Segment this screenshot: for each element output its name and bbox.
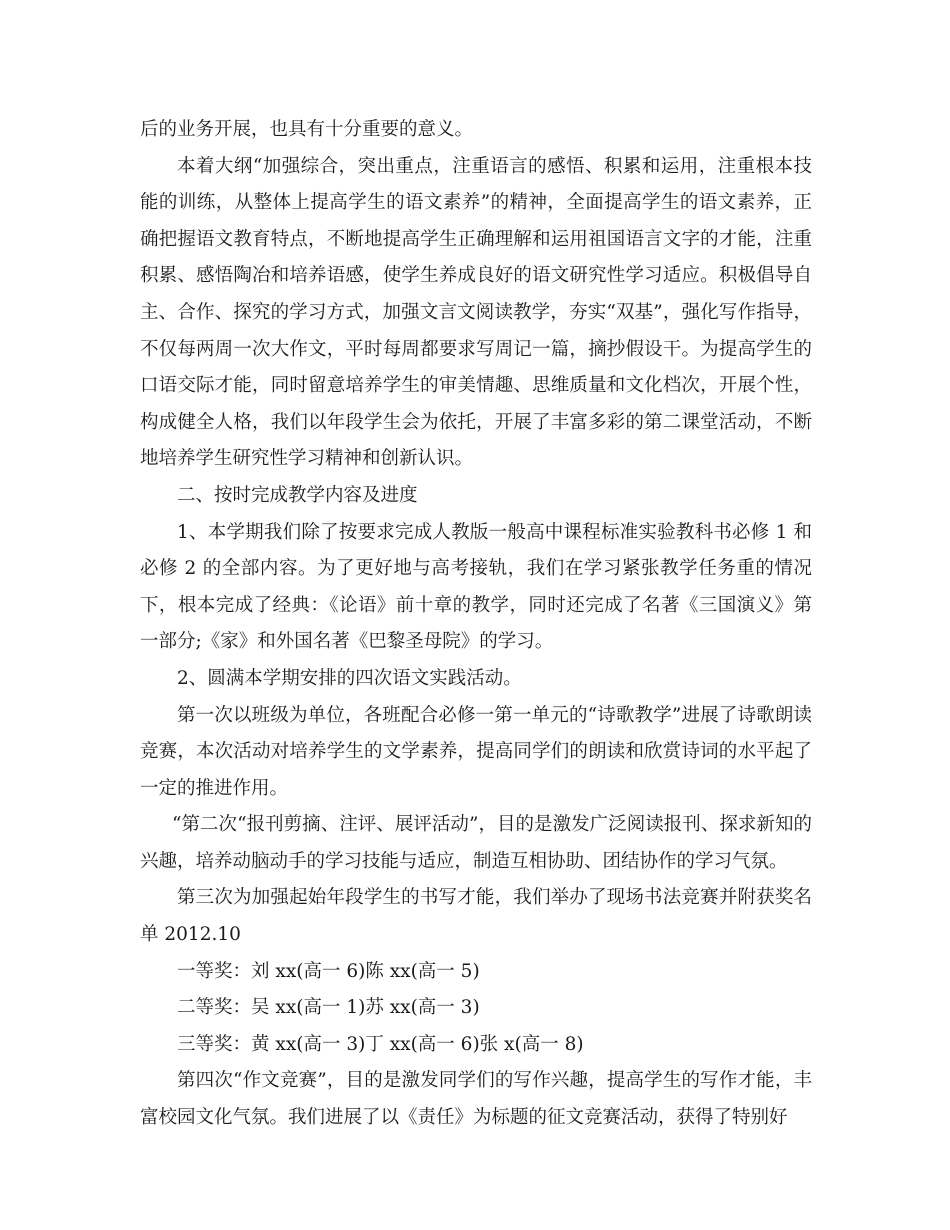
paragraph-continuation: 后的业务开展，也具有十分重要的意义。	[140, 119, 474, 140]
award-second-prize: 二等奖：吴 xx(高一 1)苏 xx(高一 3)	[177, 997, 480, 1019]
paragraph-syllabus: 本着大纲“加强综合，突出重点，注重语言的感悟、积累和运用，注重根本技能的训练，从整体上提高学生的语文素养”的精神，全面提高学生的语文素养，正确把握语文教育特点，不断地提高学生正确理解和运用祖国语言文字的才能，注重积累、感悟陶冶和培养语感，使学生养成良好的语文研究性学习适应。积极倡导自主、合作、探究的学习方式，加强文言文阅读教学，夯实“双基”，强化写作指导，不仅每两周一次大作文，平时每周都要求写周记一篇，摘抄假设干。为提高学生的口语交际才能，同时留意培养学生的审美情趣、思维质量和文化档次，开展个性，构成健全人格，我们以年段学生会为依托，开展了丰富多彩的第二课堂活动，不断地培养学生研究性学习精神和创新认识。	[140, 155, 812, 470]
paragraph-activity-1: 第一次以班级为单位，各班配合必修一第一单元的“诗歌教学”进展了诗歌朗读竞赛，本次活动对培养学生的文学素养，提高同学们的朗读和欣赏诗词的水平起了一定的推进作用。	[140, 704, 812, 799]
award-first-prize: 一等奖：刘 xx(高一 6)陈 xx(高一 5)	[177, 960, 480, 982]
document-body	[140, 112, 812, 1137]
paragraph-activity-2: “第二次“报刊剪摘、注评、展评活动”，目的是激发广泛阅读报刊、探求新知的兴趣，培养动脑动手的学习技能与适应，制造互相协助、团结协作的学习气氛。	[140, 814, 812, 872]
paragraph-item-2: 2、圆满本学期安排的四次语文实践活动。	[177, 667, 522, 689]
award-third-prize: 三等奖：黄 xx(高一 3)丁 xx(高一 6)张 x(高一 8)	[177, 1033, 584, 1055]
paragraph-item-1: 1、本学期我们除了按要求完成人教版一般高中课程标准实验教科书必修 1 和必修 2 的全部内容。为了更好地与高考接轨，我们在学习紧张教学任务重的情况下，根本完成了经典：《论语》前十章的教学，同时还完成了名著《三国演义》第一部分;《家》和外国名著《巴黎圣母院》的学习。	[140, 521, 812, 653]
paragraph-activity-4: 第四次“作文竞赛”，目的是激发同学们的写作兴趣，提高学生的写作才能，丰富校园文化气氛。我们进展了以《责任》为标题的征文竞赛活动，获得了特别好	[140, 1070, 812, 1129]
section-heading-2: 二、按时完成教学内容及进度	[177, 484, 418, 506]
paragraph-activity-3: 第三次为加强起始年段学生的书写才能，我们举办了现场书法竞赛并附获奖名单 2012.10	[140, 887, 812, 946]
